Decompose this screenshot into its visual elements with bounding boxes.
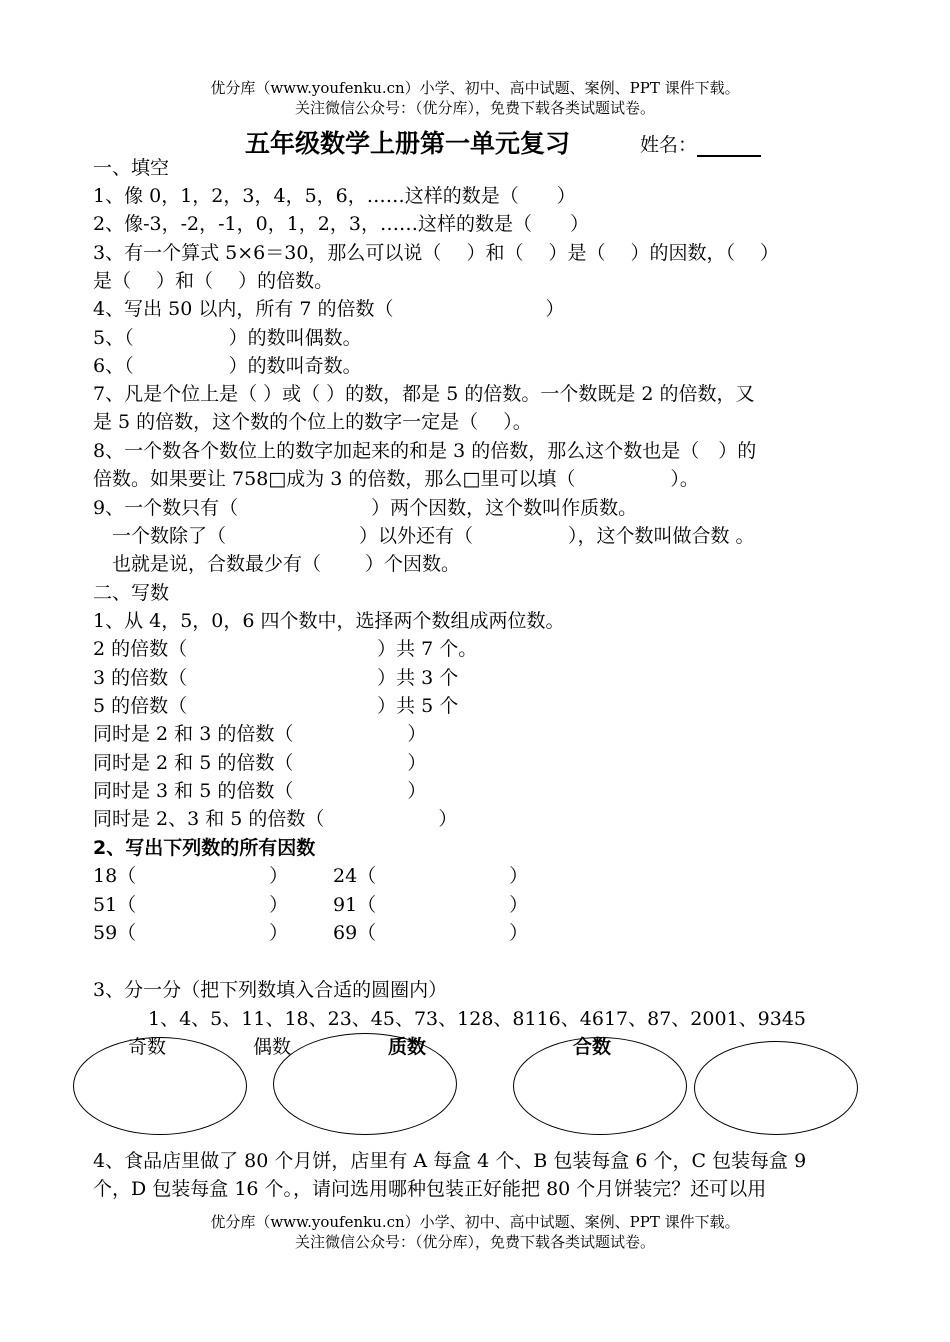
header-line-2: 关注微信公众号：（优分库），免费下载各类试题试卷。	[294, 99, 655, 117]
question-6: 6、（ ）的数叫奇数。	[93, 355, 362, 377]
prime-label: 质数	[388, 1036, 427, 1058]
question-9-line3: 也就是说，合数最少有（ ）个因数。	[93, 553, 461, 575]
question-3-line2: 是（ ）和（ ）的倍数。	[93, 270, 334, 292]
factor-item: 69（ ）	[333, 922, 529, 944]
factors-heading: 2、写出下列数的所有因数	[93, 837, 316, 859]
multiples-of-3: 3 的倍数（ ）共 3 个	[93, 667, 459, 689]
even-label: 偶数	[253, 1036, 292, 1058]
factor-item: 51（ ）	[93, 894, 289, 916]
multiples-of-5: 5 的倍数（ ）共 5 个	[93, 695, 459, 717]
mooncake-question-line1: 4、食品店里做了 80 个月饼，店里有 A 每盒 4 个、B 包装每盒 6 个，C 包装每盒 9	[93, 1150, 807, 1172]
footer-line-1: 优分库（www.youfenku.cn）小学、初中、高中试题、案例、PPT 课件下载。	[210, 1213, 740, 1231]
multiples-of-2: 2 的倍数（ ）共 7 个。	[93, 638, 478, 660]
factor-item: 24（ ）	[333, 865, 529, 887]
composite-circle[interactable]	[694, 1041, 858, 1135]
question-7-line2: 是 5 的倍数，这个数的个位上的数字一定是（ ）。	[93, 411, 532, 433]
composite-label: 合数	[573, 1036, 612, 1058]
factor-item: 59（ ）	[93, 922, 289, 944]
section1-heading: 一、填空	[93, 157, 170, 179]
number-list: 1、4、5、11、18、23、45、73、128、8116、4617、87、2001、9345	[148, 1008, 807, 1030]
multiples-of-2-3-5: 同时是 2、3 和 5 的倍数（ ）	[93, 808, 458, 830]
odd-label: 奇数	[128, 1036, 167, 1058]
write-q1: 1、从 4，5，0，6 四个数中，选择两个数组成两位数。	[93, 610, 565, 632]
name-label: 姓名：	[640, 134, 698, 156]
question-7-line1: 7、凡是个位上是（ ）或（ ）的数，都是 5 的倍数。一个数既是 2 的倍数，又	[93, 383, 755, 405]
question-8-line1: 8、一个数各个数位上的数字加起来的和是 3 的倍数，那么这个数也是（ ）的	[93, 440, 757, 462]
question-2: 2、像-3，-2，-1，0，1，2，3，……这样的数是（ ）	[93, 213, 589, 235]
question-8-line2: 倍数。如果要让 758□成为 3 的倍数，那么□里可以填（ ）。	[93, 468, 699, 490]
question-9-line2: 一个数除了（ ）以外还有（ ），这个数叫做合数 。	[93, 525, 755, 547]
question-9-line1: 9、一个数只有（ ）两个因数，这个数叫作质数。	[93, 497, 638, 519]
factor-item: 18（ ）	[93, 865, 289, 887]
question-5: 5、（ ）的数叫偶数。	[93, 327, 362, 349]
multiples-of-3-and-5: 同时是 3 和 5 的倍数（ ）	[93, 780, 427, 802]
multiples-of-2-and-5: 同时是 2 和 5 的倍数（ ）	[93, 752, 427, 774]
header-line-1: 优分库（www.youfenku.cn）小学、初中、高中试题、案例、PPT 课件下载。	[210, 79, 740, 97]
question-3-line1: 3、有一个算式 5×6＝30，那么可以说（ ）和（ ）是（ ）的因数，（ ）	[93, 242, 780, 264]
page-title: 五年级数学上册第一单元复习	[245, 129, 571, 158]
footer-line-2: 关注微信公众号：（优分库），免费下载各类试题试卷。	[294, 1233, 655, 1251]
mooncake-question-line2: 个，D 包装每盒 16 个。，请问选用哪种包装正好能把 80 个月饼装完？还可以用	[93, 1178, 767, 1200]
even-circle[interactable]	[273, 1033, 457, 1135]
name-blank[interactable]	[697, 137, 761, 157]
name-field	[640, 130, 761, 157]
multiples-of-2-and-3: 同时是 2 和 3 的倍数（ ）	[93, 723, 427, 745]
sort-question: 3、分一分（把下列数填入合适的圆圈内）	[93, 979, 448, 1001]
question-4: 4、写出 50 以内，所有 7 的倍数（ ）	[93, 298, 565, 320]
section2-heading: 二、写数	[93, 582, 170, 604]
factor-item: 91（ ）	[333, 894, 529, 916]
question-1: 1、像 0，1，2，3，4，5，6，……这样的数是（ ）	[93, 185, 576, 207]
